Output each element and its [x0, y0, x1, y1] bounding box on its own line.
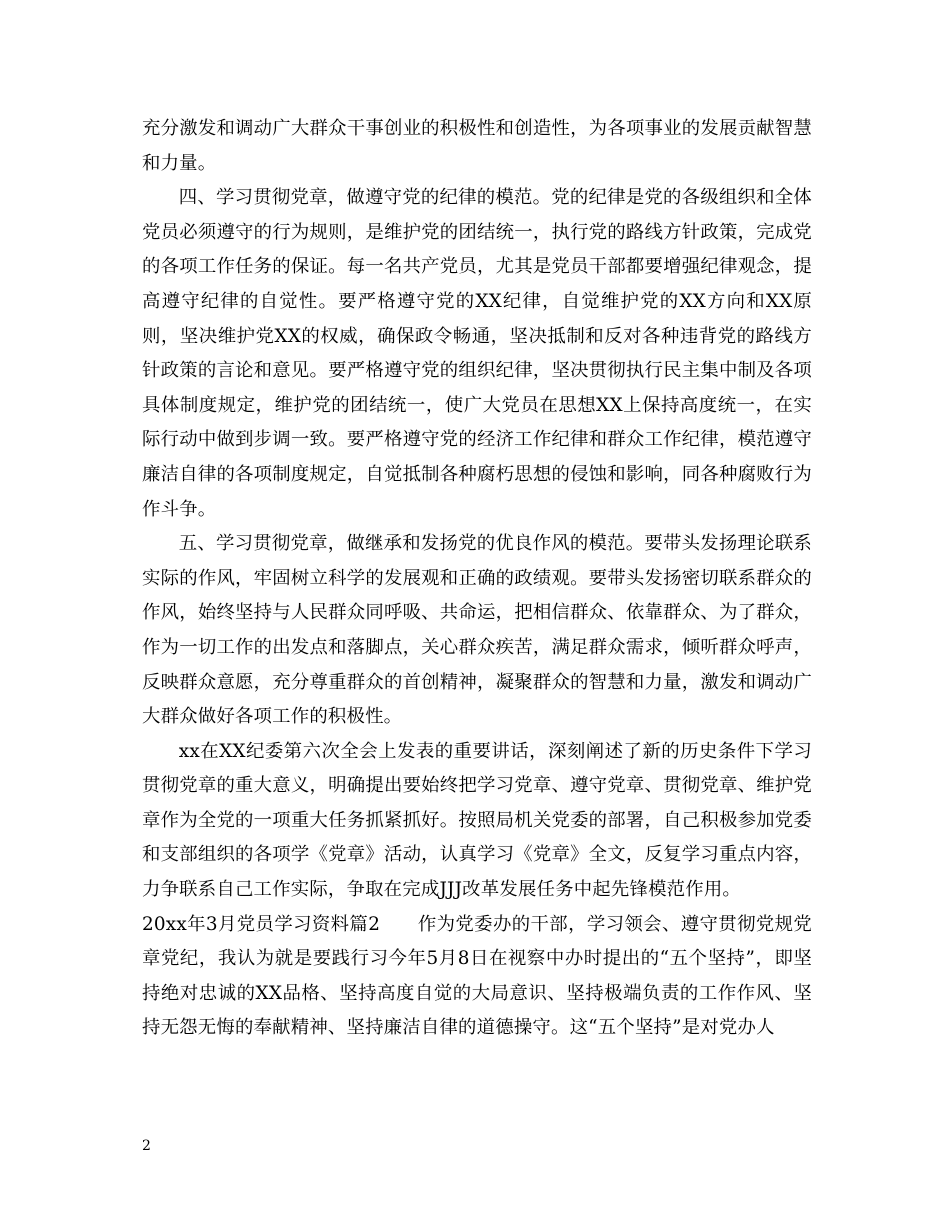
document-body	[142, 112, 812, 1046]
paragraph-section-five: 五、学习贯彻党章，做继承和发扬党的优良作风的模范。要带头发扬理论联系实际的作风，牢固树立科学的发展观和正确的政绩观。要带头发扬密切联系群众的作风，始终坚持与人民群众同呼吸、共命运，把相信群众、依靠群众、为了群众，作为一切工作的出发点和落脚点，关心群众疾苦，满足群众需求，倾听群众呼声，反映群众意愿，充分尊重群众的首创精神，凝聚群众的智慧和力量，激发和调动广大群众做好各项工作的积极性。	[142, 533, 812, 728]
page-number: 2	[142, 1138, 151, 1154]
paragraph-section-four: 四、学习贯彻党章，做遵守党的纪律的模范。党的纪律是党的各级组织和全体党员必须遵守的行为规则，是维护党的团结统一，执行党的路线方针政策，完成党的各项工作任务的保证。每一名共产党员，尤其是党员干部都要增强纪律观念，提高遵守纪律的自觉性。要严格遵守党的XX纪律，自觉维护党的XX方向和XX原则，坚决维护党XX的权威，确保政令畅通，坚决抵制和反对各种违背党的路线方针政策的言论和意见。要严格遵守党的组织纪律，坚决贯彻执行民主集中制及各项具体制度规定，维护党的团结统一，使广大党员在思想XX上保持高度统一，在实际行动中做到步调一致。要严格遵守党的经济工作纪律和群众工作纪律，模范遵守廉洁自律的各项制度规定，自觉抵制各种腐朽思想的侵蚀和影响，同各种腐败行为作斗争。	[142, 187, 812, 520]
paragraph-continued: 充分激发和调动广大群众干事创业的积极性和创造性，为各项事业的发展贡献智慧和力量。	[142, 118, 812, 174]
paragraph-speech-summary: xx在XX纪委第六次全会上发表的重要讲话，深刻阐述了新的历史条件下学习贯彻党章的重大意义，明确提出要始终把学习党章、遵守党章、贯彻党章、维护党章作为全党的一项重大任务抓紧抓好。按照局机关党委的部署，自己积极参加党委和支部组织的各项学《党章》活动，认真学习《党章》全文，反复学习重点内容，力争联系自己工作实际，争取在完成JJJ改革发展任务中起先锋模范作用。	[142, 740, 812, 901]
paragraph-article-two: 20xx年3月党员学习资料篇2 作为党委办的干部，学习领会、遵守贯彻党规党章党纪，我认为就是要践行习今年5月8日在视察中办时提出的“五个坚持”，即坚持绝对忠诚的XX品格、坚持高度自觉的大局意识、坚持极端负责的工作作风、坚持无怨无悔的奉献精神、坚持廉洁自律的道德操守。这“五个坚持”是对党办人	[142, 913, 812, 1039]
